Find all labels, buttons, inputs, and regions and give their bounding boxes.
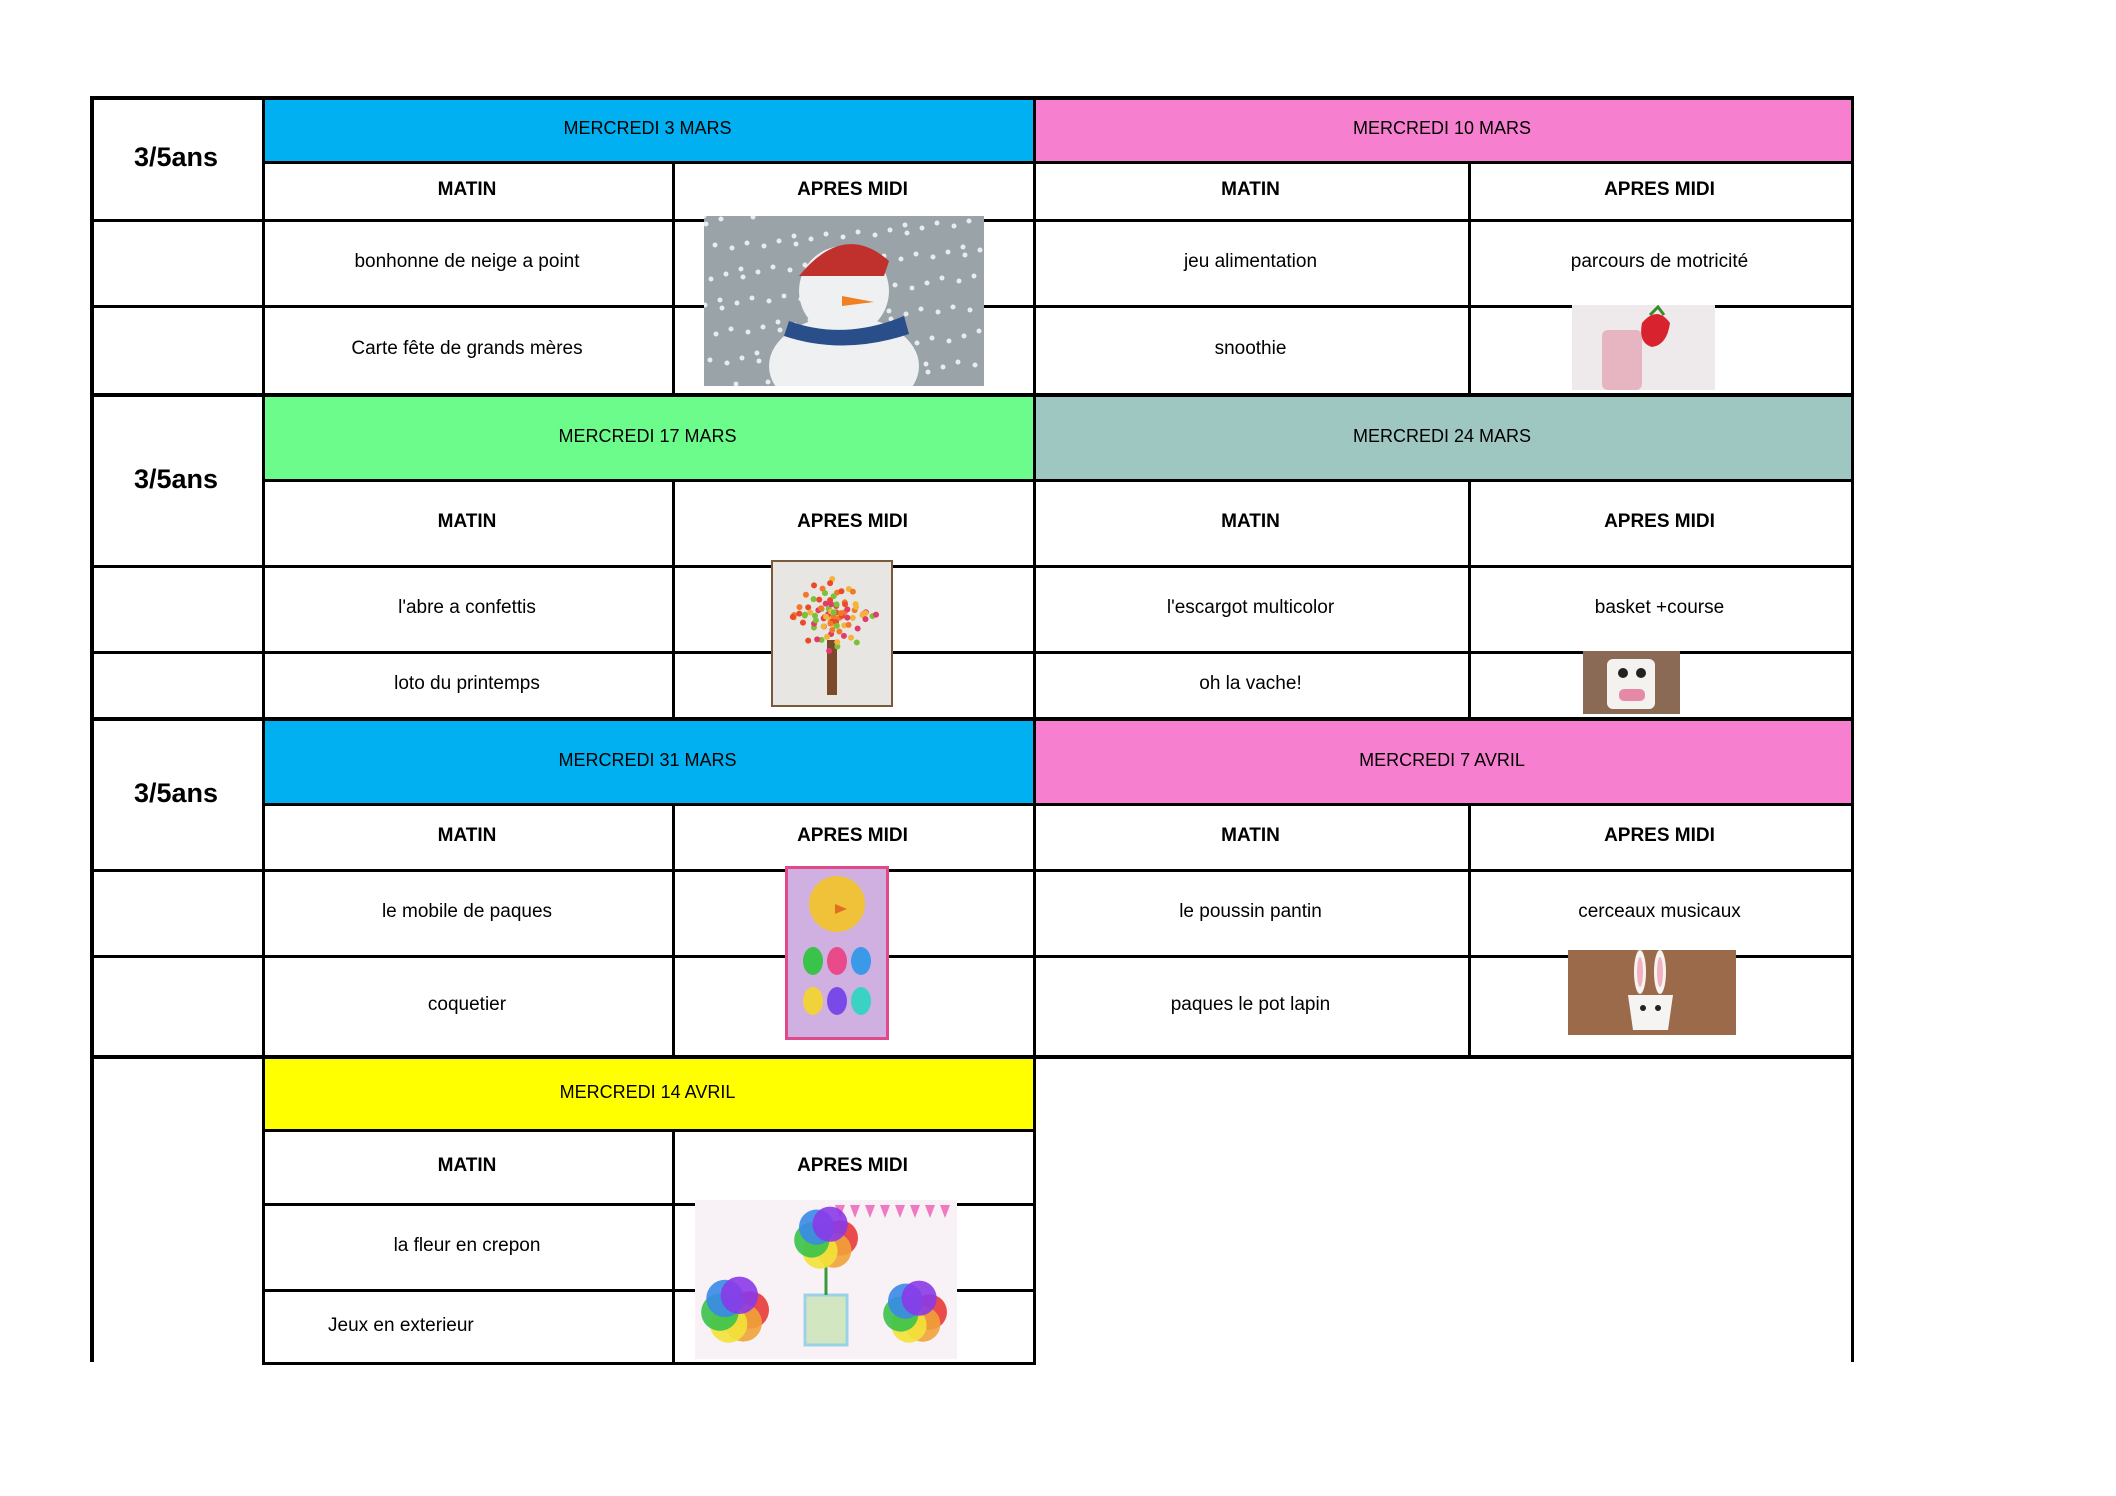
age-group-label: 3/5ans: [133, 463, 219, 494]
day-header: MERCREDI 24 MARS: [1033, 393, 1851, 479]
matin-header: MATIN: [437, 511, 497, 532]
grid-line: [1468, 161, 1471, 393]
matin-header: MATIN: [1221, 825, 1280, 846]
grid-line: [262, 803, 1854, 806]
age-group-label: 3/5ans: [133, 777, 219, 808]
grid-line: [672, 161, 675, 393]
snowman-painting-image: [704, 216, 984, 386]
day-header: MERCREDI 7 AVRIL: [1033, 717, 1851, 803]
confetti-tree-image: [771, 560, 893, 707]
grid-line: [90, 565, 1854, 568]
apres-midi-header: APRES MIDI: [797, 511, 908, 532]
day-header: MERCREDI 31 MARS: [262, 717, 1033, 803]
grid-line: [90, 393, 1854, 397]
matin-header: MATIN: [1221, 511, 1280, 532]
grid-line: [1033, 96, 1036, 1365]
grid-line: [672, 479, 675, 717]
grid-line: [262, 1362, 1036, 1365]
apres-midi-header: APRES MIDI: [1604, 825, 1715, 846]
grid-line: [90, 869, 1854, 872]
activity-afternoon: parcours de motricité: [1570, 251, 1749, 272]
matin-header: MATIN: [1221, 179, 1280, 200]
activity-afternoon: cerceaux musicaux: [1578, 901, 1741, 922]
apres-midi-header: APRES MIDI: [1604, 511, 1715, 532]
matin-header: MATIN: [437, 825, 497, 846]
grid-line: [90, 1055, 1854, 1059]
matin-header: MATIN: [437, 179, 497, 200]
apres-midi-header: APRES MIDI: [1604, 179, 1715, 200]
day-header: MERCREDI 10 MARS: [1033, 96, 1851, 161]
activity-morning: oh la vache!: [1199, 673, 1302, 694]
grid-line: [90, 96, 94, 1362]
grid-line: [672, 803, 675, 1055]
grid-line: [1468, 803, 1471, 1055]
age-group-label: 3/5ans: [133, 142, 219, 172]
activity-afternoon: basket +course: [1594, 597, 1725, 618]
grid-line: [1851, 96, 1854, 1362]
activity-morning: jeu alimentation: [1183, 251, 1318, 272]
bunny-pot-image: [1568, 950, 1736, 1035]
strawberry-smoothie-image: [1572, 305, 1715, 390]
activity-morning: bonhonne de neige a point: [354, 251, 580, 272]
activity-morning: le poussin pantin: [1179, 901, 1322, 922]
day-header: MERCREDI 3 MARS: [262, 96, 1033, 161]
activity-morning: Carte fête de grands mères: [351, 338, 583, 359]
activity-morning: l'escargot multicolor: [1166, 597, 1335, 618]
activity-morning: l'abre a confettis: [398, 597, 536, 618]
paper-flowers-image: [695, 1200, 957, 1359]
grid-line: [262, 96, 265, 1365]
apres-midi-header: APRES MIDI: [797, 179, 908, 200]
apres-midi-header: APRES MIDI: [797, 825, 908, 846]
matin-header: MATIN: [437, 1155, 497, 1176]
cow-craft-image: [1583, 651, 1680, 714]
activity-morning: le mobile de paques: [381, 901, 553, 922]
grid-line: [262, 1129, 1036, 1132]
activity-morning: paques le pot lapin: [1170, 994, 1331, 1015]
grid-line: [672, 1129, 675, 1362]
activity-morning: snoothie: [1214, 338, 1287, 359]
activity-morning: coquetier: [427, 994, 507, 1015]
activity-morning: Jeux en exterieur: [328, 1314, 474, 1336]
activity-morning: la fleur en crepon: [393, 1235, 541, 1256]
grid-line: [1468, 479, 1471, 717]
activity-morning: loto du printemps: [394, 673, 540, 694]
day-header: MERCREDI 17 MARS: [262, 393, 1033, 479]
grid-line: [90, 96, 1854, 100]
easter-mobile-image: [785, 866, 889, 1040]
apres-midi-header: APRES MIDI: [797, 1155, 908, 1176]
grid-line: [262, 479, 1854, 482]
grid-line: [262, 161, 1854, 164]
grid-line: [90, 717, 1854, 721]
day-header: MERCREDI 14 AVRIL: [262, 1055, 1033, 1129]
